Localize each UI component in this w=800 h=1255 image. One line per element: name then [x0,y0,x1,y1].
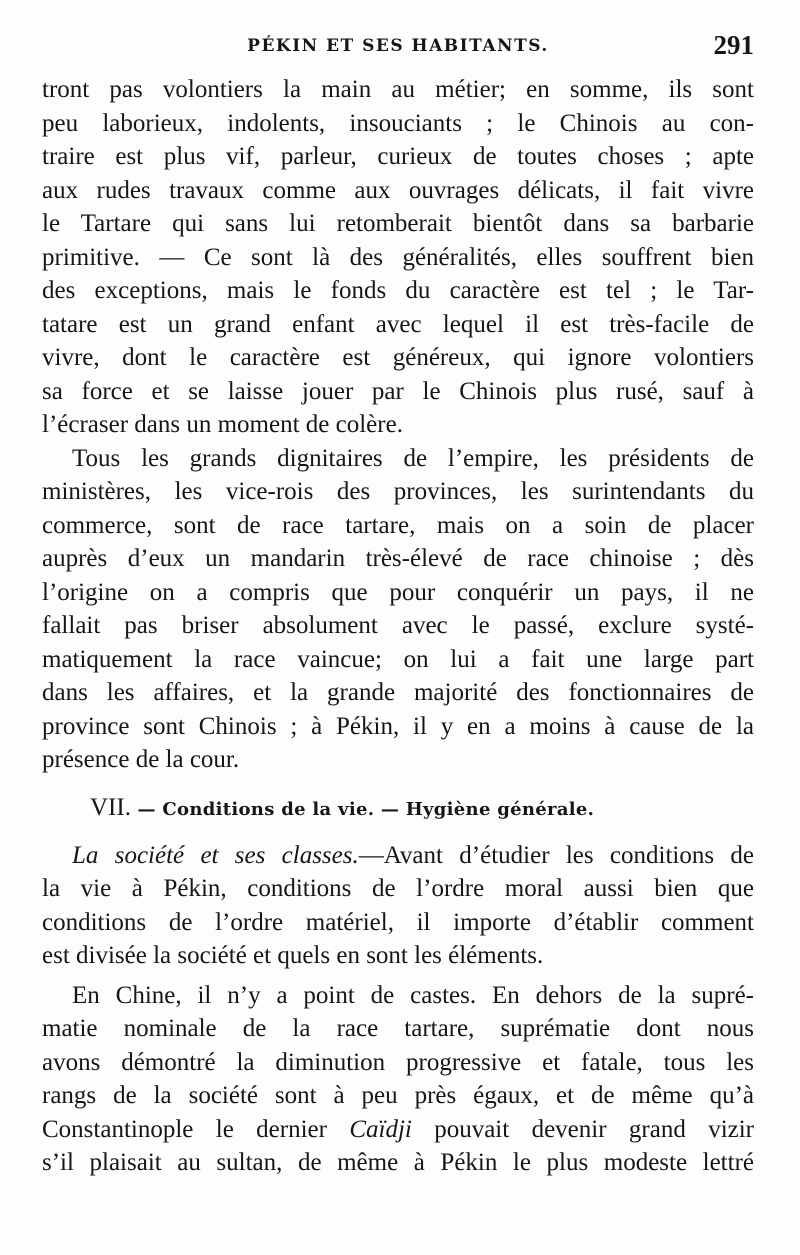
italic-word: Caïdji [349,1115,412,1143]
section-heading [42,777,754,839]
text-line: tront pas volontiers la main au métier; en somme, ils sont [42,76,754,103]
section-title: — Conditions de la vie. — Hygiène générale. [130,798,595,820]
text-line: matie nominale de la race tartare, suprématie dont nous [42,1015,754,1042]
text-line: conditions de l’ordre matériel, il importe d’établir comment [42,908,754,936]
text-line [42,839,754,873]
text-line: Tous les grands dignitaires de l’empire, les présidents de [72,444,754,472]
text-line: des exceptions, mais le fonds du caractère est tel ; le Tar- [42,277,754,304]
paragraph [42,73,754,442]
text-run: Constantinople le dernier [42,1115,350,1143]
text-line: matiquement la race vaincue; on lui a fait une large part [42,645,754,673]
text-line: dans les affaires, et la grande majorité des fonctionnaires de [42,679,754,706]
text-line: l’écraser dans un moment de colère. [42,411,403,438]
text-line: fallait pas briser absolument avec le passé, exclure systé- [42,612,754,639]
text-line: est divisée la société et quels en sont les éléments. [42,942,544,969]
text-line: En Chine, il n’y a point de castes. En dehors de la supré- [72,981,754,1009]
text-line: primitive. — Ce sont là des généralités, elles souffrent bien [42,243,754,271]
italic-lead: La société et ses classes. [72,841,359,869]
text-line: vivre, dont le caractère est généreux, qui ignore volontiers [42,344,754,371]
text-line [42,1113,754,1147]
running-title: PÉKIN ET SES HABITANTS. [247,36,549,56]
text-line: peu laborieux, indolents, insouciants ; le Chinois au con- [42,109,754,137]
paragraph [42,839,754,973]
text-line: rangs de la société sont à peu près égaux, et de même qu’à [42,1082,754,1109]
paragraph [42,442,754,777]
text-line: le Tartare qui sans lui retomberait bientôt dans sa barbarie [42,210,754,237]
page-header [42,30,754,64]
section-number: VII. [90,793,131,821]
text-run: pouvait devenir grand vizir [411,1115,755,1143]
paragraph [42,979,754,1180]
text-line: ministères, les vice-rois des provinces, les surintendants du [42,478,754,505]
text-line: province sont Chinois ; à Pékin, il y en a moins à cause de la [42,712,754,740]
text-line: présence de la cour. [42,746,240,773]
body-text [42,73,754,1180]
text-line: s’il plaisait au sultan, de même à Pékin le plus modeste lettré [42,1149,754,1176]
page-number: 291 [713,30,754,60]
text-run: —Avant d’étudier les conditions de [358,841,754,869]
text-line: traire est plus vif, parleur, curieux de toutes choses ; apte [42,143,754,170]
text-line: l’origine on a compris que pour conquérir un pays, il ne [42,578,754,606]
text-line: auprès d’eux un mandarin très-élevé de race chinoise ; dès [42,545,754,572]
text-line: aux rudes travaux comme aux ouvrages délicats, il fait vivre [42,176,754,204]
text-line: sa force et se laisse jouer par le Chinois plus rusé, sauf à [42,377,754,405]
text-line: la vie à Pékin, conditions de l’ordre moral aussi bien que [42,875,754,902]
text-line: tatare est un grand enfant avec lequel il est très-facile de [42,310,754,338]
text-line: commerce, sont de race tartare, mais on a soin de placer [42,511,754,539]
text-line: avons démontré la diminution progressive et fatale, tous les [42,1048,754,1076]
